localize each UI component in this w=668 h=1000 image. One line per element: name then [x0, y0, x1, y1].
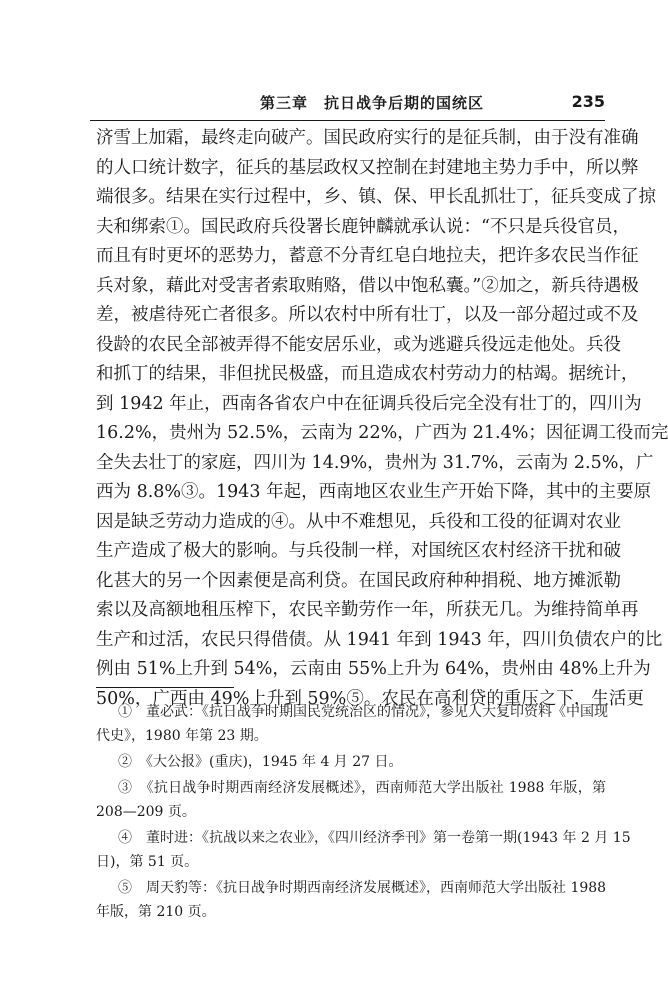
body-line: 索以及高额地租压榨下，农民辛勤劳作一年，所获无几。为维持简单再: [96, 600, 639, 620]
body-line: 兵对象，藉此对受害者索取贿赂，借以中饱私囊。”②加之，新兵待遇极: [96, 275, 639, 296]
footnote-line: ① 董必武：《抗日战争时期国民党统治区的情况》，参见人大复印资料《中国现: [118, 704, 608, 720]
body-line: 和抓丁的结果，非但扰民极盛，而且造成农村劳动力的枯竭。据统计，: [96, 364, 639, 384]
body-line: 役龄的农民全部被弄得不能安居乐业，或为逃避兵役远走他处。兵役: [96, 334, 621, 355]
footnote-line: 代史》，1980 年第 23 期。: [96, 728, 268, 744]
body-line: 西为 8.8%③。1943 年起，西南地区农业生产开始下降，其中的主要原: [96, 482, 652, 502]
page-number: 235: [571, 92, 605, 111]
footnote: [96, 700, 606, 748]
body-line: 化甚大的另一个因素便是高利贷。在国民政府种种捐税、地方摊派勒: [96, 570, 621, 591]
body-text: [96, 124, 668, 714]
body-line: 端很多。结果在实行过程中，乡、镇、保、甲长乱抓壮丁，征兵变成了掠: [96, 187, 656, 207]
footnote: [96, 826, 631, 874]
body-line: 差，被虐待死亡者很多。所以农村中所有壮丁，以及一部分超过或不及: [96, 305, 639, 325]
page-header: [90, 90, 605, 118]
footnote-line: 年版，第 210 页。: [96, 904, 216, 920]
chapter-title: 第三章 抗日战争后期的国统区: [260, 94, 485, 112]
body-line: 生产造成了极大的影响。与兵役制一样，对国统区农村经济干扰和破: [96, 541, 621, 561]
body-line: 夫和绑索①。国民政府兵役署长鹿钟麟就承认说：“不只是兵役官员，: [96, 216, 630, 237]
body-line: 而且有时更坏的恶势力，蓄意不分青红皂白地拉夫，把许多农民当作征: [96, 246, 639, 266]
footnote-line: 日)，第 51 页。: [96, 854, 199, 870]
footnote: [96, 776, 606, 824]
body-line: 生产和过活，农民只得借债。从 1941 年到 1943 年，四川负债农户的比: [96, 629, 663, 650]
footnote: [96, 876, 606, 924]
footnote-line: ② 《大公报》(重庆)，1945 年 4 月 27 日。: [118, 754, 403, 770]
body-line: 全失去壮丁的家庭，四川为 14.9%，贵州为 31.7%，云南为 2.5%，广: [96, 452, 654, 473]
body-line: 济雪上加霜，最终走向破产。国民政府实行的是征兵制，由于没有准确: [96, 128, 639, 148]
body-line: 因是缺乏劳动力造成的④。从中不难想见，兵役和工役的征调对农业: [96, 511, 621, 532]
body-line: 16.2%，贵州为 52.5%，云南为 22%，广西为 21.4%；因征调工役而完: [96, 423, 668, 443]
body-line: 到 1942 年止，西南各省农户中在征调兵役后完全没有壮丁的，四川为: [96, 393, 642, 414]
footnote-separator: [96, 687, 234, 688]
body-line: 50%，广西由 49%上升到 59%⑤。农民在高利贷的重压之下，生活更: [96, 688, 644, 709]
footnote-line: ⑤ 周天豹等：《抗日战争时期西南经济发展概述》，西南师范大学出版社 1988: [118, 880, 607, 896]
body-line: 的人口统计数字，征兵的基层政权又控制在封建地主势力手中，所以弊: [96, 157, 639, 178]
footnote: [96, 750, 606, 774]
body-line: 例由 51%上升到 54%，云南由 55%上升为 64%，贵州由 48%上升为: [96, 659, 651, 679]
footnote-line: ④ 董时进：《抗战以来之农业》，《四川经济季刊》第一卷第一期(1943 年 2 月 15: [118, 830, 631, 846]
footnote-line: ③ 《抗日战争时期西南经济发展概述》，西南师范大学出版社 1988 年版，第: [118, 780, 606, 796]
footnote-line: 208—209 页。: [96, 804, 196, 820]
footnotes: [96, 700, 631, 926]
header-rule: [90, 120, 605, 121]
